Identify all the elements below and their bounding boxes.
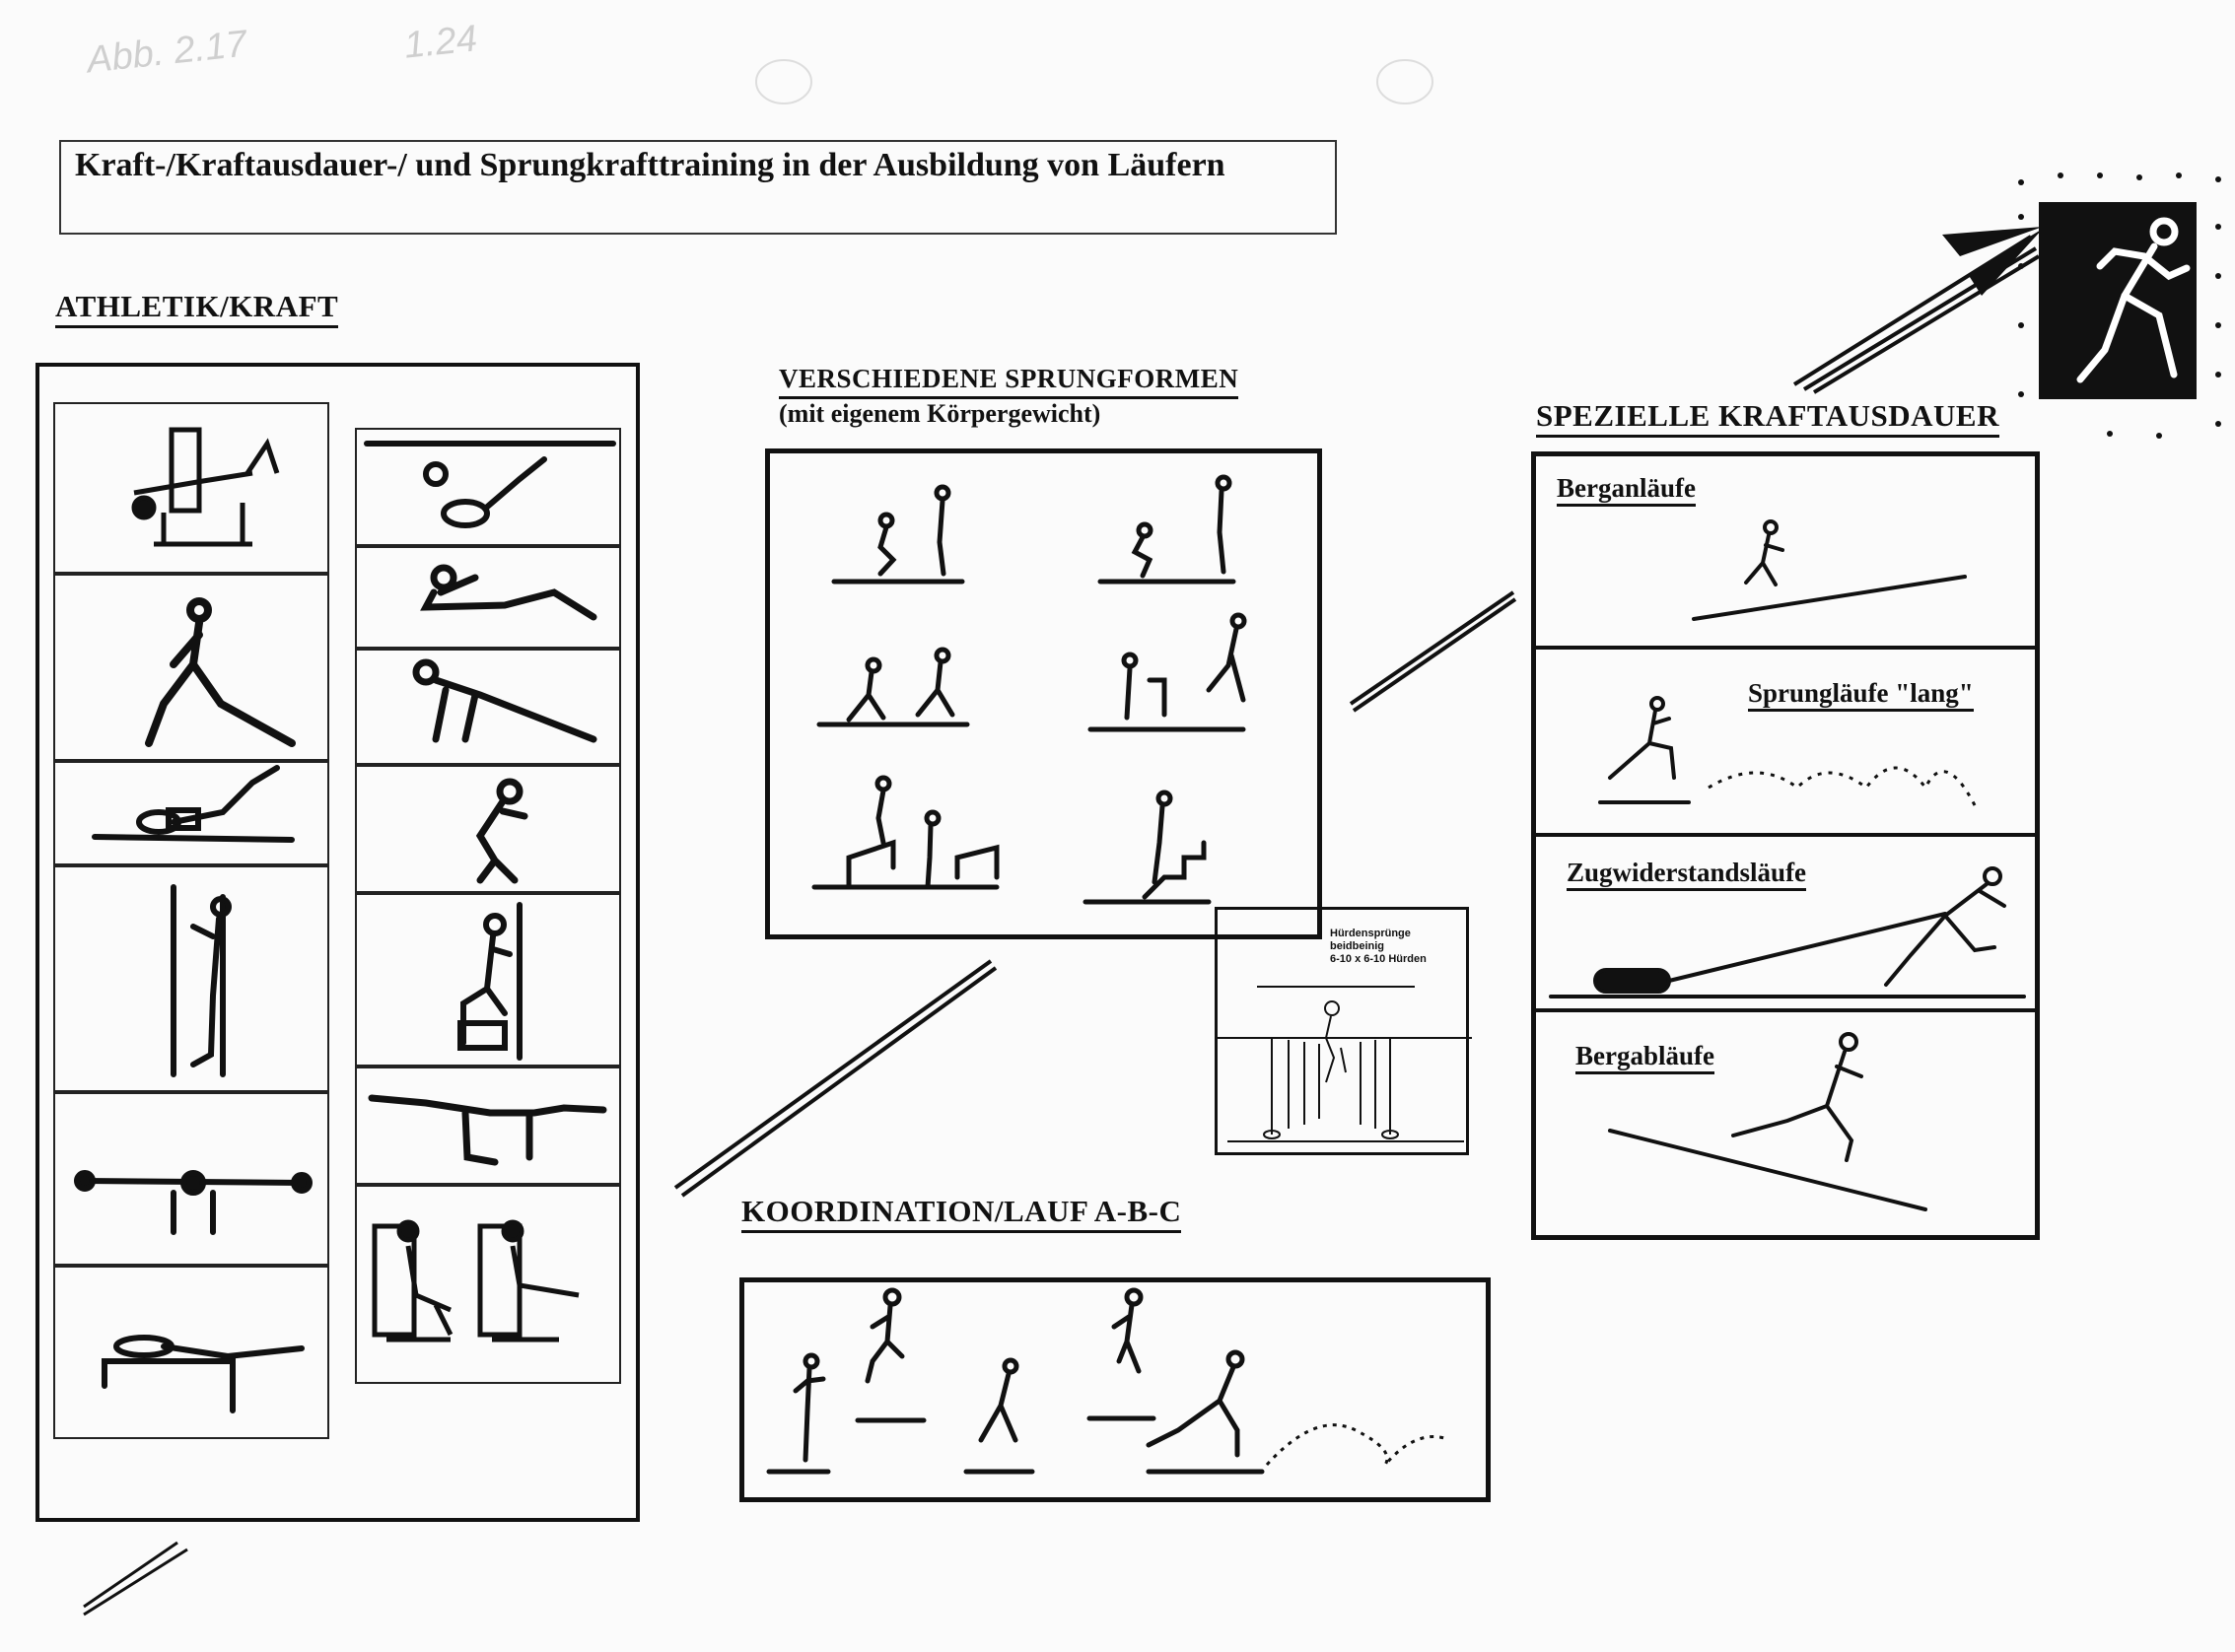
page-title: Kraft-/Kraftausdauer-/ und Sprungkrafttraining in der Ausbildung von Läufern bbox=[59, 140, 1337, 235]
quadruped-extension-icon bbox=[357, 1068, 619, 1183]
leg-press-machine-icon bbox=[357, 1187, 619, 1382]
berganlaeufe-label: Berganläufe bbox=[1557, 474, 1696, 507]
step-up-icon bbox=[357, 895, 619, 1065]
exercise-cell bbox=[53, 1266, 329, 1439]
spezielle-panel bbox=[1531, 451, 2040, 1240]
hurdle-jump-figure-icon bbox=[1218, 910, 1466, 1152]
heading-sprungformen: VERSCHIEDENE SPRUNGFORMEN bbox=[779, 365, 1238, 399]
item-zugwiderstandslaeufe bbox=[1531, 837, 2040, 1012]
subheading-sprungformen: (mit eigenem Körpergewicht) bbox=[779, 399, 1101, 428]
heading-spezielle: SPEZIELLE KRAFTAUSDAUER bbox=[1536, 399, 1999, 438]
exercise-cell bbox=[53, 402, 329, 574]
pushup-figure-icon bbox=[357, 651, 619, 763]
exercise-cell bbox=[355, 428, 621, 546]
slash-mark-icon bbox=[79, 1538, 197, 1626]
exercise-cell bbox=[355, 1067, 621, 1185]
sled-pull-run-icon bbox=[1531, 837, 2040, 1008]
hurdles-inset bbox=[1215, 907, 1469, 1155]
handwritten-page-number: 1.24 bbox=[401, 18, 479, 67]
jump-forms-figures-icon bbox=[770, 453, 1317, 934]
exercise-cell bbox=[53, 865, 329, 1092]
sprunglaeufe-label: Sprungläufe "lang" bbox=[1748, 679, 1974, 712]
bounding-run-icon bbox=[1531, 650, 2040, 833]
running-drills-figures-icon bbox=[744, 1282, 1486, 1497]
exercise-cell bbox=[355, 1185, 621, 1384]
handwritten-note: Abb. 2.17 bbox=[85, 23, 249, 82]
punch-hole-left bbox=[749, 54, 848, 113]
lunge-figure-icon bbox=[55, 576, 327, 759]
leg-raise-icon bbox=[357, 548, 619, 647]
heading-koordination: KOORDINATION/LAUF A-B-C bbox=[741, 1195, 1181, 1233]
item-bergablaeufe bbox=[1531, 1012, 2040, 1241]
item-sprunglaeufe bbox=[1531, 650, 2040, 837]
hurdles-caption: Hürdensprünge beidbeinig 6-10 x 6-10 Hürden bbox=[1330, 928, 1427, 966]
squat-figure-icon bbox=[357, 767, 619, 891]
wall-squat-icon bbox=[55, 867, 327, 1090]
connector-line-icon bbox=[1346, 587, 1523, 716]
machine-exercise-icon bbox=[55, 404, 327, 572]
punch-hole-right bbox=[1370, 54, 1469, 113]
sprungformen-panel bbox=[765, 448, 1322, 939]
hip-bridge-icon bbox=[55, 763, 327, 863]
exercise-cell bbox=[53, 761, 329, 865]
athletik-panel bbox=[35, 363, 640, 1522]
exercise-cell bbox=[53, 574, 329, 761]
zugwiderstandslaeufe-label: Zugwiderstandsläufe bbox=[1567, 859, 1806, 891]
bench-plank-icon bbox=[55, 1094, 327, 1264]
heading-athletik: ATHLETIK/KRAFT bbox=[55, 290, 338, 328]
connector-line-icon bbox=[670, 956, 1006, 1203]
exercise-cell bbox=[53, 1092, 329, 1266]
item-berganlaeufe bbox=[1531, 456, 2040, 650]
exercise-cell bbox=[355, 649, 621, 765]
koordination-panel bbox=[739, 1277, 1491, 1502]
downhill-run-icon bbox=[1531, 1012, 2040, 1241]
crunch-figure-icon bbox=[357, 430, 619, 544]
bench-lying-icon bbox=[55, 1268, 327, 1437]
exercise-cell bbox=[355, 765, 621, 893]
exercise-cell bbox=[355, 546, 621, 649]
exercise-cell bbox=[355, 893, 621, 1067]
bergablaeufe-label: Bergabläufe bbox=[1575, 1042, 1714, 1074]
uphill-run-icon bbox=[1531, 456, 2040, 646]
